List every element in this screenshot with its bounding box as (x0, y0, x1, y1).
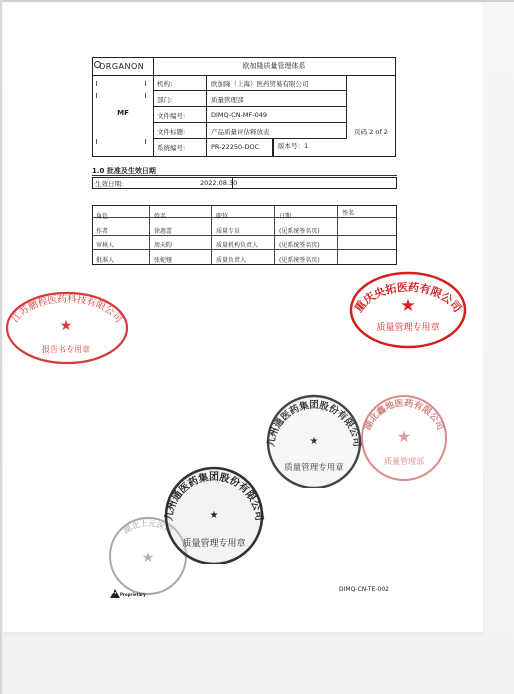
header-position: 职位 (216, 213, 229, 220)
margin-tick (96, 93, 97, 98)
type-code-cell (93, 75, 154, 157)
star-icon: ★ (309, 436, 319, 447)
row-name: 徐惠蕾 (154, 228, 173, 235)
row-name: 周天昀 (154, 242, 173, 249)
field-value-department: 质量管理部 (207, 91, 347, 107)
section-rule (92, 175, 397, 176)
stamp-gray-lower-bottom: 质量管理专用章 (182, 539, 246, 549)
signature-table (92, 205, 397, 265)
margin-tick (96, 81, 97, 86)
organon-logo-text: ORGANON (99, 62, 145, 71)
row-position: 质量机构负责人 (216, 242, 259, 249)
stamp-faint-left-top: 湖北上元医药 (121, 518, 175, 536)
stamp-right-red-bottom: 质量管理专用章 (376, 323, 440, 333)
page-number: 页码 2 of 2 (354, 128, 388, 136)
version-divider (273, 139, 274, 157)
field-value-system-number: PR-22250-DOC (207, 139, 273, 157)
table-row (93, 236, 396, 250)
stamp-right-red-top: 重庆央拓医药有限公司 (352, 280, 464, 315)
star-icon: ★ (209, 510, 219, 521)
logo-cell (93, 58, 154, 75)
field-label-system-number: 系统编号: (153, 139, 207, 157)
star-icon: ★ (396, 427, 412, 446)
field-value-doc-number: DIMQ-CN-MF-049 (207, 107, 347, 123)
document-system-title: 欧加隆质量管理体系 (242, 62, 306, 70)
field-label-department: 部门: (153, 91, 207, 107)
margin-tick (96, 139, 97, 144)
type-code: MF (117, 109, 129, 117)
stamp-gray-lower-top: 九州通医药集团股份有限公司 (163, 472, 265, 522)
stamp-gray-center-top: 九州通医药集团股份有限公司 (265, 400, 363, 448)
header-signature: 签名 (342, 210, 355, 217)
scan-edge-top (0, 0, 514, 2)
table-row (93, 250, 396, 264)
row-role: 批准人 (96, 257, 115, 264)
table-row (93, 222, 396, 236)
row-position: 质量负责人 (216, 257, 247, 264)
stamp-right-red (346, 266, 470, 350)
table-header-row (93, 206, 396, 218)
stamp-left-red-top: 江苏鹏程医药科技有限公司 (9, 293, 125, 325)
stamp-gray-center-bottom: 质量管理专用章 (284, 463, 344, 473)
stamp-pink-right (358, 392, 450, 484)
proprietary-label: Proprietary (120, 592, 146, 597)
page-number-cell (347, 75, 395, 157)
row-date: (见系统签名页) (279, 242, 320, 249)
version-number: 版本号：1 (278, 142, 309, 150)
field-value-doc-title: 产品质量评估释放表 (207, 123, 347, 139)
row-name: 张妮娅 (154, 257, 173, 264)
effective-date-label: 生效日期: (95, 180, 124, 188)
field-label-doc-number: 文件编号: (153, 107, 207, 123)
row-role: 审核人 (96, 242, 115, 249)
effective-date-row (92, 177, 397, 189)
star-icon: ★ (400, 296, 416, 316)
star-icon: ★ (59, 318, 73, 334)
header-date: 日期 (279, 213, 292, 220)
field-value-organization: 欧加隆（上海）医药贸易有限公司 (207, 75, 347, 91)
document-header-table (92, 57, 396, 157)
stamp-pink-right-top: 湖北鑫地医药有限公司 (363, 398, 445, 432)
stamp-pink-right-bottom: 质量管理部 (384, 457, 424, 466)
margin-tick (145, 139, 146, 144)
row-role: 作者 (96, 228, 109, 235)
effective-date-value: 2022.08.30 (200, 179, 238, 187)
approval-section-title: 1.0 批准及生效日期 (92, 167, 156, 175)
header-name: 姓名 (154, 213, 167, 220)
stamp-gray-lower (160, 464, 268, 564)
field-label-doc-title: 文件标题: (153, 123, 207, 139)
stamp-left-red (2, 286, 132, 366)
row-date: (见系统签名页) (279, 228, 320, 235)
margin-tick (145, 93, 146, 98)
star-icon: ★ (141, 550, 155, 566)
row-position: 质量专员 (216, 228, 241, 235)
footer-document-code: DIMQ-CN-TE-002 (339, 586, 389, 593)
row-date: (见系统签名页) (279, 257, 320, 264)
stamp-left-red-bottom: 报告书专用章 (42, 345, 90, 354)
margin-tick (145, 81, 146, 86)
page-bottom-edge (3, 632, 483, 640)
field-label-organization: 机构: (153, 75, 207, 91)
pr-mark-text: Pr (112, 591, 117, 595)
header-role: 角色 (96, 213, 109, 220)
stamp-gray-center (262, 392, 366, 488)
